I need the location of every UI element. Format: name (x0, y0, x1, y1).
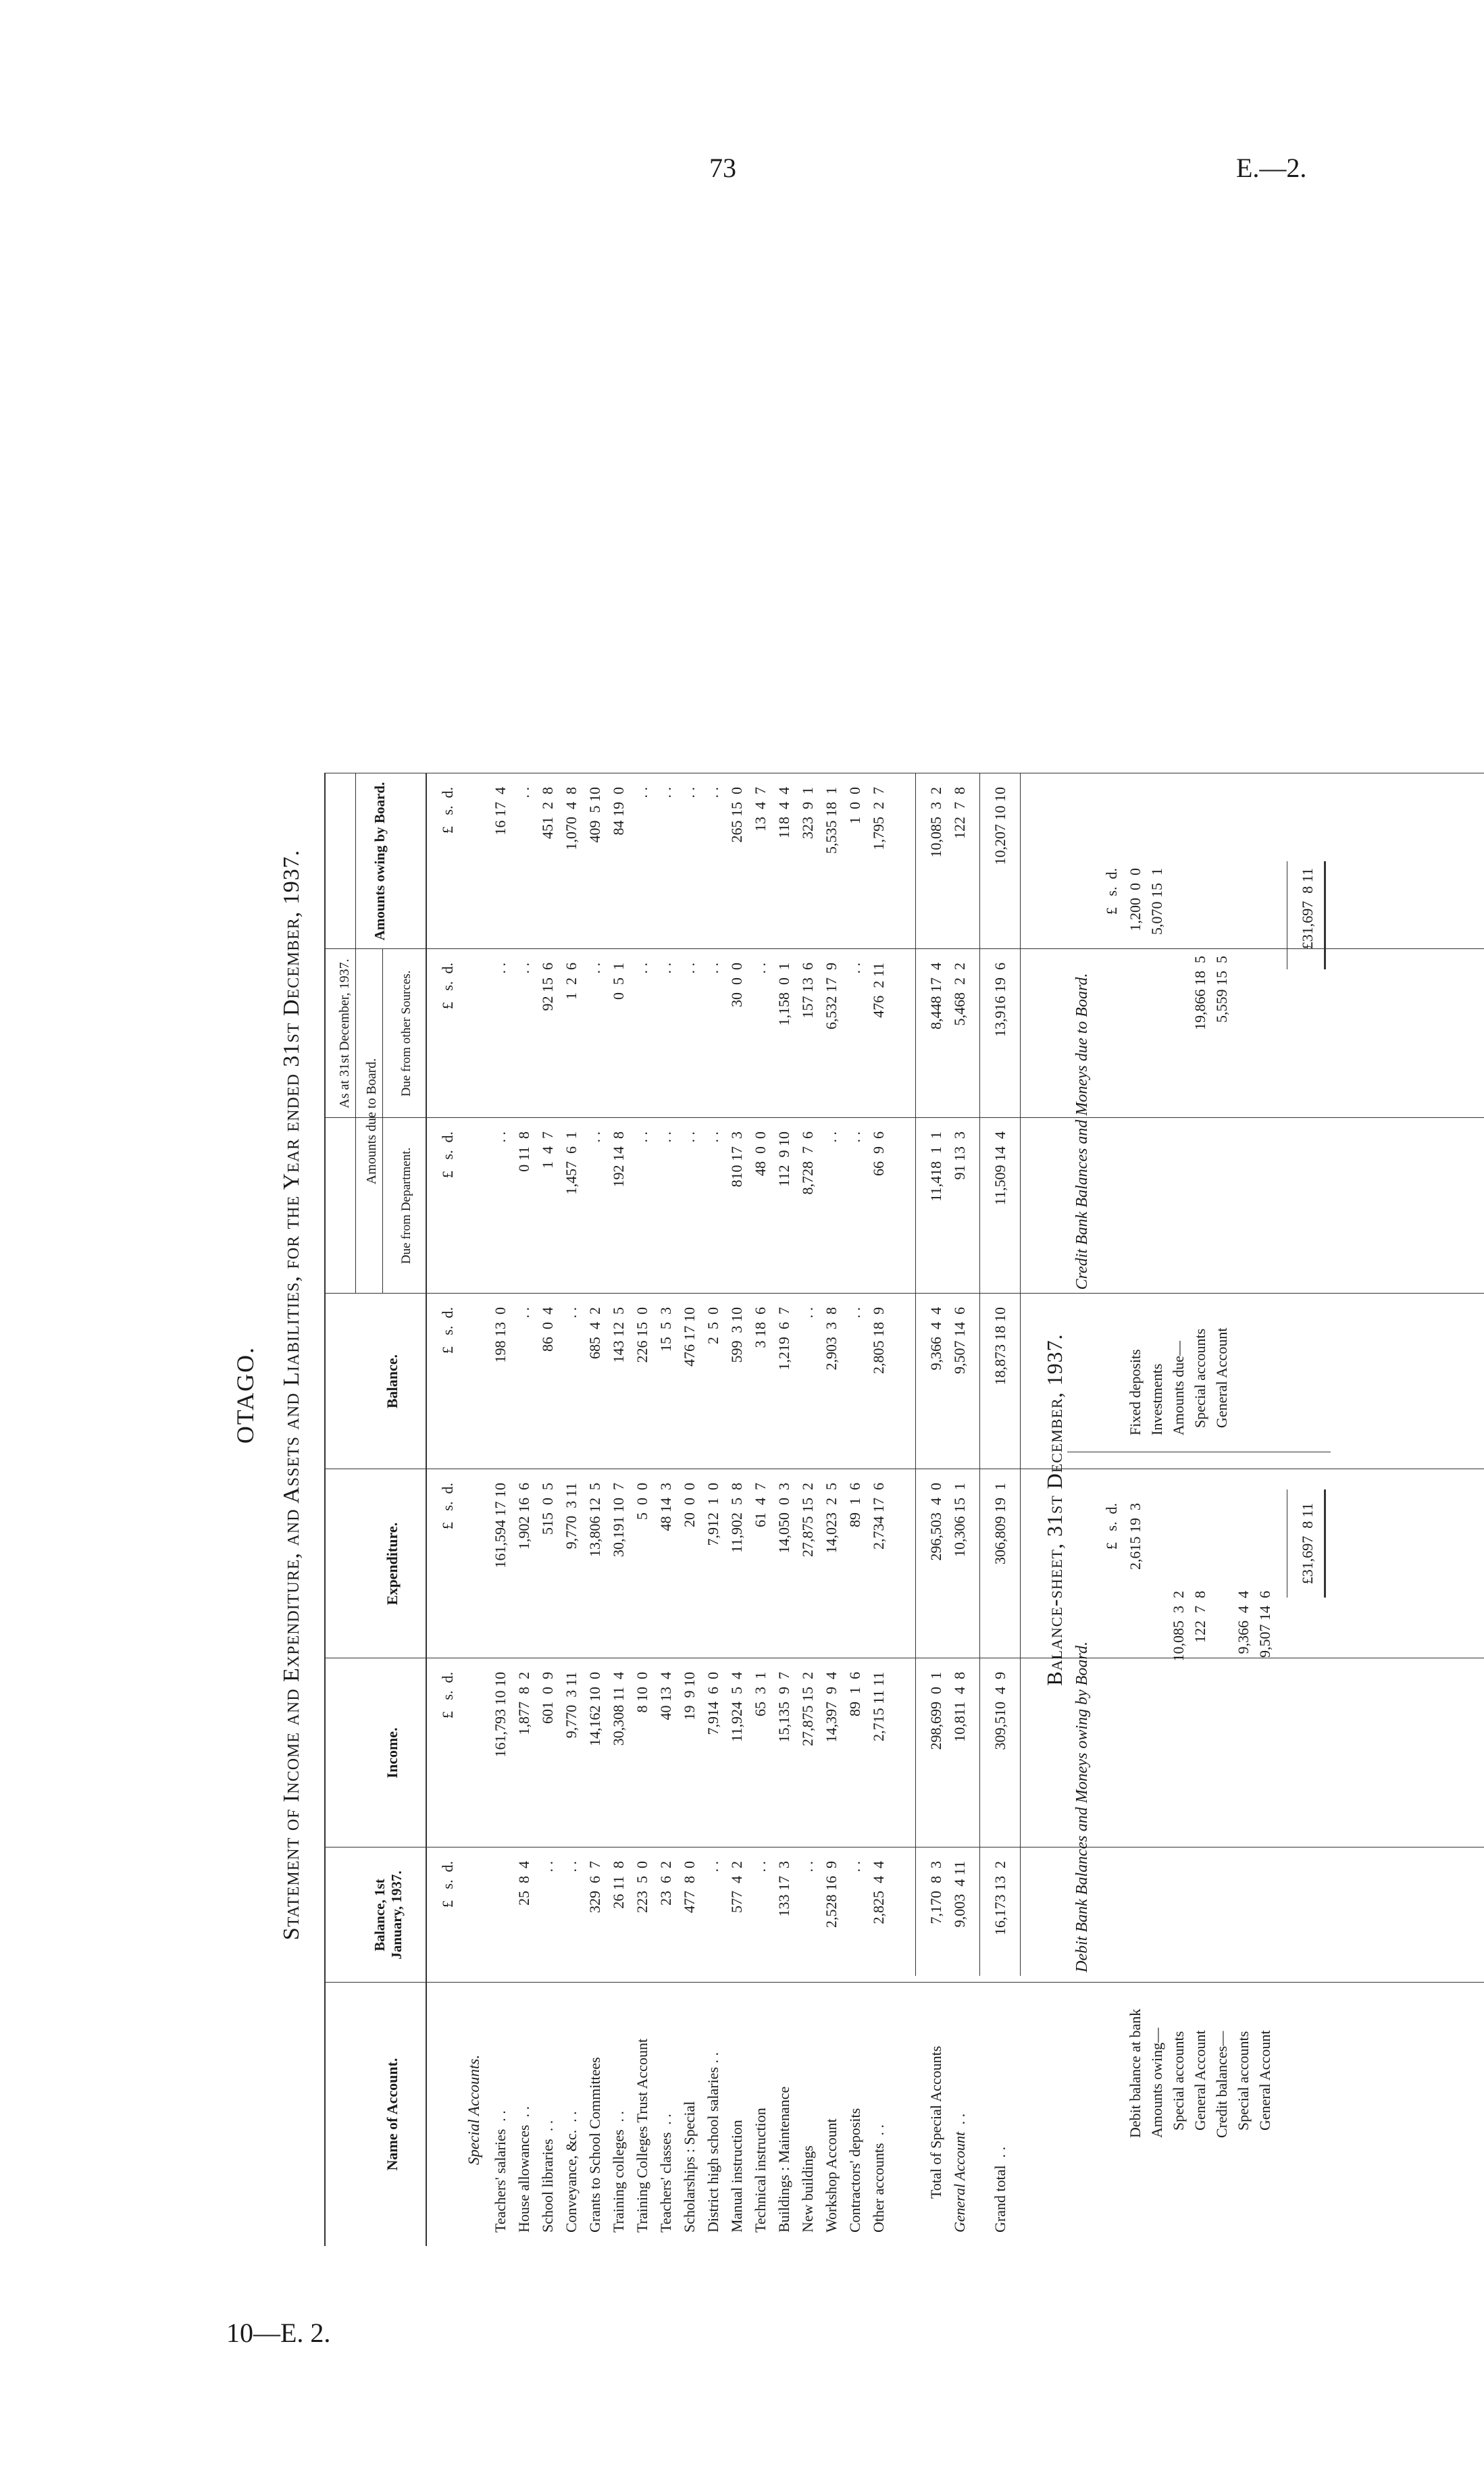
cell-owing: . . (705, 787, 721, 798)
cell-bal: 226 15 0 (634, 1307, 650, 1363)
cell-open: 133 17 3 (775, 1861, 792, 1917)
cell-owing: 1 0 0 (846, 787, 863, 824)
cell-owing: . . (657, 787, 674, 798)
total-special-bal: 9,366 4 4 (927, 1307, 944, 1371)
cell-dept: 48 0 0 (752, 1131, 769, 1176)
grand-total-bal: 18,873 18 10 (992, 1307, 1008, 1385)
debit-outer: 2,615 19 3 (1127, 1503, 1144, 1570)
cell-open: . . (539, 1861, 556, 1872)
cell-owing: 323 9 1 (799, 787, 816, 839)
cell-exp: 14,023 2 5 (823, 1483, 840, 1554)
debit-inner: 122 7 8 (1192, 1591, 1208, 1643)
cell-other: . . (681, 963, 698, 974)
cell-owing: 84 19 0 (610, 787, 627, 836)
statement-title: Statement of Income and Expenditure, and Assets and Liabilities, for the Year ended 31st December, 1937. (279, 849, 304, 1941)
cell-open: . . (563, 1861, 580, 1872)
cell-dept: 192 14 8 (610, 1131, 627, 1188)
debit-label: Special accounts (1235, 2031, 1252, 2138)
account-name: School libraries . . (539, 2120, 556, 2233)
cell-owing: . . (634, 787, 650, 798)
header-income: Income. (384, 1727, 401, 1779)
debit-lsd: £ s. d. (1103, 1503, 1120, 1550)
cell-dept: 1,457 6 1 (563, 1131, 580, 1195)
cell-other: 157 13 6 (799, 963, 816, 1019)
account-name: Workshop Account (823, 2118, 840, 2233)
debit-inner: 10,085 3 2 (1170, 1591, 1187, 1662)
cell-dept: . . (586, 1131, 603, 1143)
units-exp: £ s. d. (439, 1483, 456, 1530)
debit-heading: Debit Bank Balances and Moneys owing by Board. (1073, 1641, 1091, 1972)
header-owing: Amounts owing by Board. (372, 782, 388, 941)
account-name: Other accounts . . (870, 2124, 887, 2233)
debit-inner: 9,366 4 4 (1235, 1591, 1252, 1654)
cell-open: 2,528 16 9 (823, 1861, 840, 1928)
units-open: £ s. d. (439, 1861, 456, 1908)
cell-bal: 2,903 3 8 (823, 1307, 840, 1371)
cell-dept: . . (634, 1131, 650, 1143)
debit-label: General Account (1192, 2030, 1208, 2138)
cell-owing: 1,070 4 8 (563, 787, 580, 850)
cell-exp: 1,902 16 6 (515, 1483, 532, 1550)
cell-dept: 66 9 6 (870, 1131, 887, 1176)
cell-other: 6,532 17 9 (823, 963, 840, 1029)
units-income: £ s. d. (439, 1672, 456, 1719)
credit-outer: 1,200 0 0 (1127, 868, 1144, 932)
account-name: Teachers' classes . . (657, 2114, 674, 2233)
credit-label: Fixed deposits (1127, 1349, 1144, 1435)
cell-other: . . (846, 963, 863, 974)
cell-income: 27,875 15 2 (799, 1672, 816, 1746)
cell-open: 2,825 4 4 (870, 1861, 887, 1924)
account-name: Technical instruction (752, 2108, 769, 2233)
cell-bal: 86 0 4 (539, 1307, 556, 1352)
header-balance: Balance. (384, 1354, 401, 1409)
cell-open: . . (752, 1861, 769, 1872)
total-special-exp: 296,503 4 0 (927, 1483, 944, 1561)
grand-total-income: 309,510 4 9 (992, 1672, 1008, 1750)
account-name: Manual instruction (728, 2120, 745, 2233)
cell-income: 30,308 11 4 (610, 1672, 627, 1746)
subtotal-rule (915, 773, 916, 1976)
balance-sheet-title: Balance-sheet, 31st December, 1937. (1042, 1333, 1067, 1686)
cell-bal: 476 17 10 (681, 1307, 698, 1367)
cell-income: 19 9 10 (681, 1672, 698, 1720)
cell-exp: 14,050 0 3 (775, 1483, 792, 1554)
cell-dept: . . (705, 1131, 721, 1143)
header-due-to-board: Amounts due to Board. (364, 1058, 379, 1185)
cell-bal: 198 13 0 (492, 1307, 509, 1363)
cell-dept: 8,728 7 6 (799, 1131, 816, 1195)
cell-exp: 5 0 0 (634, 1483, 650, 1520)
total-special-name: Total of Special Accounts (927, 2045, 944, 2199)
cell-open: 223 5 0 (634, 1861, 650, 1913)
debit-inner: 9,507 14 6 (1256, 1591, 1273, 1658)
cell-other: 1 2 6 (563, 963, 580, 1000)
cell-other: . . (492, 963, 509, 974)
cell-income: 15,135 9 7 (775, 1672, 792, 1743)
cell-exp: 89 1 6 (846, 1483, 863, 1527)
header-as-at: As at 31st December, 1937. (337, 959, 352, 1108)
cell-dept: . . (492, 1131, 509, 1143)
cell-dept: . . (846, 1131, 863, 1143)
header-open-balance: Balance, 1st January, 1937. (372, 1870, 405, 1960)
cell-other: . . (752, 963, 769, 974)
credit-label: Investments (1148, 1363, 1165, 1435)
cell-open: 26 11 8 (610, 1861, 627, 1909)
page-reference: E.—2. (1236, 153, 1307, 183)
general-account-name: General Account . . (951, 2113, 968, 2233)
cell-other: . . (634, 963, 650, 974)
general-account-other: 5,468 2 2 (951, 963, 968, 1026)
cell-open: . . (705, 1861, 721, 1872)
table-top-rule (324, 773, 326, 2246)
cell-other: 1,158 0 1 (775, 963, 792, 1026)
cell-dept: 0 11 8 (515, 1131, 532, 1172)
cell-exp: 48 14 3 (657, 1483, 674, 1531)
grand-total-name: Grand total . . (992, 2146, 1008, 2233)
cell-dept: 112 9 10 (775, 1131, 792, 1187)
page-footer: 10—E. 2. (226, 2318, 331, 2348)
credit-total-rule-bottom (1324, 861, 1326, 969)
general-account-exp: 10,306 15 1 (951, 1483, 968, 1557)
column-rule-0 (324, 1982, 1484, 1983)
cell-exp: 2,734 17 6 (870, 1483, 887, 1550)
cell-owing: 451 2 8 (539, 787, 556, 839)
cell-income: 11,924 5 4 (728, 1672, 745, 1742)
cell-bal: 15 5 3 (657, 1307, 674, 1352)
account-name: Training Colleges Trust Account (634, 2038, 650, 2233)
cell-income: 65 3 1 (752, 1672, 769, 1716)
account-name: Buildings : Maintenance (775, 2086, 792, 2233)
account-name: Teachers' salaries . . (492, 2110, 509, 2233)
cell-income: 2,715 11 11 (870, 1672, 887, 1741)
cell-income: 9,770 3 11 (563, 1672, 580, 1739)
header-bottom-rule (426, 773, 427, 2246)
cell-other: 92 15 6 (539, 963, 556, 1011)
debit-label: Credit balances— (1213, 2031, 1230, 2138)
cell-other: 476 2 11 (870, 963, 887, 1018)
cell-other: . . (515, 963, 532, 974)
cell-exp: 30,191 10 7 (610, 1483, 627, 1557)
general-account-bal: 9,507 14 6 (951, 1307, 968, 1374)
cell-other: . . (705, 963, 721, 974)
cell-bal: 685 4 2 (586, 1307, 603, 1359)
cell-exp: 27,875 15 2 (799, 1483, 816, 1557)
cell-owing: . . (515, 787, 532, 798)
grand-total-owing: 10,207 10 10 (992, 787, 1008, 865)
cell-income: 14,162 10 0 (586, 1672, 603, 1746)
header-account: Name of Account. (384, 2058, 401, 2171)
cell-open: . . (799, 1861, 816, 1872)
cell-owing: 13 4 7 (752, 787, 769, 832)
account-name: Grants to School Committees (586, 2057, 603, 2233)
credit-lsd: £ s. d. (1103, 868, 1120, 915)
cell-income: 14,397 9 4 (823, 1672, 840, 1743)
credit-label: Amounts due— (1170, 1341, 1187, 1435)
page-number: 73 (709, 153, 736, 183)
total-special-owing: 10,085 3 2 (927, 787, 944, 858)
cell-owing: . . (681, 787, 698, 798)
debit-total-rule-bottom (1324, 1489, 1326, 1598)
cell-open: 23 6 2 (657, 1861, 674, 1906)
cell-owing: 1,795 2 7 (870, 787, 887, 850)
header-due-dept: Due from Department. (399, 1147, 413, 1265)
grand-total-other: 13,916 19 6 (992, 963, 1008, 1037)
account-name: Training colleges . . (610, 2110, 627, 2233)
grand-total-exp: 306,809 19 1 (992, 1483, 1008, 1564)
cell-open: . . (846, 1861, 863, 1872)
region-title: OTAGO. (232, 1346, 259, 1444)
cell-owing: 409 5 10 (586, 787, 603, 843)
grand-total-open: 16,173 13 2 (992, 1861, 1008, 1935)
debit-total: £31,697 8 11 (1299, 1503, 1316, 1585)
cell-bal: . . (846, 1307, 863, 1319)
debit-label: General Account (1256, 2030, 1273, 2138)
cell-income: 7,914 6 0 (705, 1672, 721, 1735)
debit-label: Amounts owing— (1148, 2027, 1165, 2138)
cell-open: 477 8 0 (681, 1861, 698, 1913)
cell-income: 89 1 6 (846, 1672, 863, 1716)
grand-total-dept: 11,509 14 4 (992, 1131, 1008, 1206)
credit-outer: 5,070 15 1 (1148, 868, 1165, 935)
cell-exp: 515 0 5 (539, 1483, 556, 1535)
cell-open: 25 8 4 (515, 1861, 532, 1906)
total-special-other: 8,448 17 4 (927, 963, 944, 1029)
units-other: £ s. d. (439, 963, 456, 1010)
debit-label: Special accounts (1170, 2031, 1187, 2138)
cell-bal: 1,219 6 7 (775, 1307, 792, 1371)
cell-dept: . . (657, 1131, 674, 1143)
cell-other: . . (657, 963, 674, 974)
units-owing: £ s. d. (439, 787, 456, 834)
cell-exp: 61 4 7 (752, 1483, 769, 1527)
cell-dept: . . (823, 1131, 840, 1143)
cell-dept: 1 4 7 (539, 1131, 556, 1169)
cell-bal: . . (799, 1307, 816, 1319)
units-dept: £ s. d. (439, 1131, 456, 1179)
account-name: Contractors' deposits (846, 2108, 863, 2233)
cell-exp: 20 0 0 (681, 1483, 698, 1527)
cell-exp: 161,594 17 10 (492, 1483, 509, 1569)
units-bal: £ s. d. (439, 1307, 456, 1354)
general-account-income: 10,811 4 8 (951, 1672, 968, 1742)
cell-bal: 3 18 6 (752, 1307, 769, 1348)
cell-owing: 16 17 4 (492, 787, 509, 836)
credit-label: Special accounts (1192, 1328, 1208, 1435)
cell-other: . . (586, 963, 603, 974)
credit-label: General Account (1213, 1327, 1230, 1435)
total-special-income: 298,699 0 1 (927, 1672, 944, 1750)
header-due-other: Due from other Sources. (399, 970, 413, 1097)
cell-income: 161,793 10 10 (492, 1672, 509, 1758)
account-name: House allowances . . (515, 2106, 532, 2233)
cell-income: 1,877 8 2 (515, 1672, 532, 1735)
grand-total-bottom-rule (1020, 773, 1021, 1976)
cell-owing: 118 4 4 (775, 787, 792, 839)
cell-dept: 810 17 3 (728, 1131, 745, 1188)
cell-other: 0 5 1 (610, 963, 627, 1000)
header-expenditure: Expenditure. (384, 1522, 401, 1606)
account-name: Scholarships : Special (681, 2101, 698, 2233)
account-name: District high school salaries . . (705, 2051, 721, 2233)
cell-income: 601 0 9 (539, 1672, 556, 1724)
credit-inner: 5,559 15 5 (1213, 956, 1230, 1023)
cell-other: 30 0 0 (728, 963, 745, 1007)
cell-open: 577 4 2 (728, 1861, 745, 1913)
total-special-open: 7,170 8 3 (927, 1861, 944, 1924)
cell-income: 40 13 4 (657, 1672, 674, 1720)
section-label: Special Accounts. (465, 2054, 482, 2165)
cell-bal: 2 5 0 (705, 1307, 721, 1344)
credit-total: £31,697 8 11 (1299, 868, 1316, 950)
account-name: New buildings (799, 2145, 816, 2233)
grand-total-rule (979, 773, 980, 1976)
rotated-content (223, 220, 1439, 2246)
cell-bal: 143 12 5 (610, 1307, 627, 1363)
cell-exp: 13,806 12 5 (586, 1483, 603, 1557)
cell-bal: 2,805 18 9 (870, 1307, 887, 1374)
credit-heading: Credit Bank Balances and Moneys due to Board. (1073, 973, 1091, 1290)
cell-open: 329 6 7 (586, 1861, 603, 1913)
due-board-rule (382, 949, 383, 1294)
cell-exp: 11,902 5 8 (728, 1483, 745, 1553)
cell-dept: . . (681, 1131, 698, 1143)
credit-inner: 19,866 18 5 (1192, 956, 1208, 1030)
general-account-owing: 122 7 8 (951, 787, 968, 839)
account-name: Conveyance, &c. . . (563, 2111, 580, 2233)
debit-label: Debit balance at bank (1127, 2008, 1144, 2138)
cell-exp: 7,912 1 0 (705, 1483, 721, 1546)
cell-owing: 265 15 0 (728, 787, 745, 843)
cell-income: 8 10 0 (634, 1672, 650, 1713)
total-special-dept: 11,418 1 1 (927, 1131, 944, 1202)
cell-bal: . . (515, 1307, 532, 1319)
cell-bal: . . (563, 1307, 580, 1319)
asat-rule (355, 773, 356, 1294)
general-account-open: 9,003 4 11 (951, 1861, 968, 1928)
cell-exp: 9,770 3 11 (563, 1483, 580, 1550)
general-account-dept: 91 13 3 (951, 1131, 968, 1180)
cell-owing: 5,535 18 1 (823, 787, 840, 854)
cell-bal: 599 3 10 (728, 1307, 745, 1363)
